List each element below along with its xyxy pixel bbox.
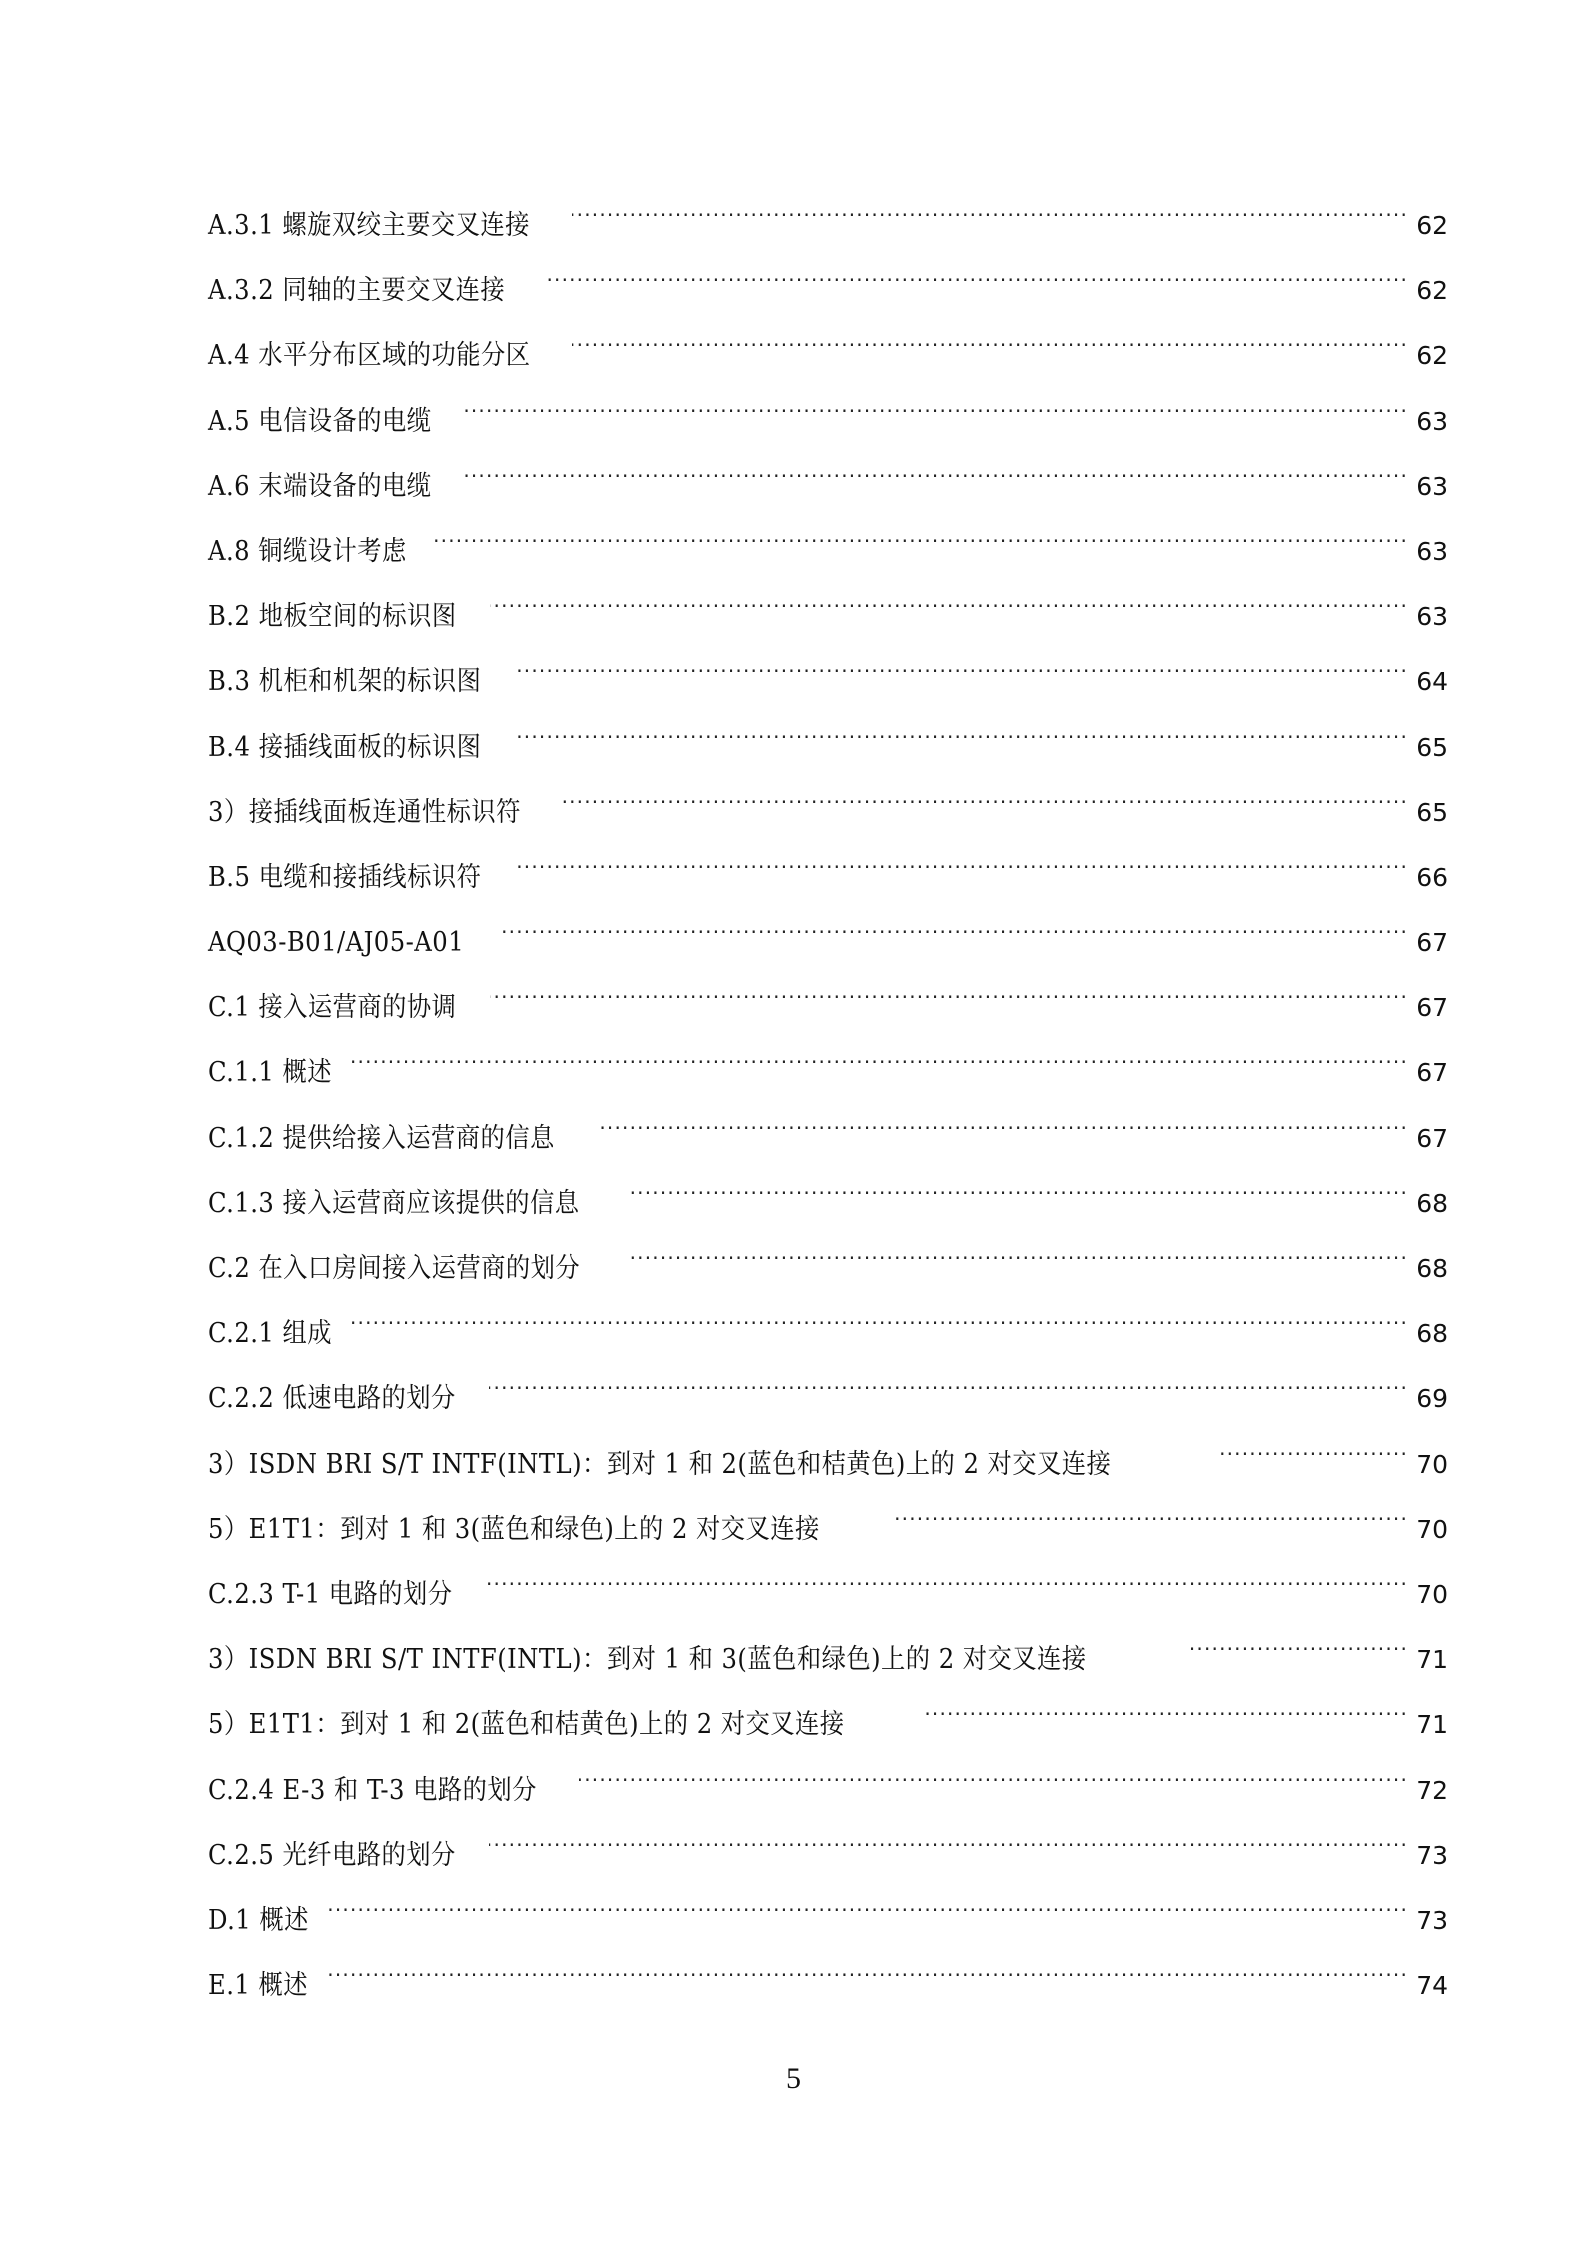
toc-entry[interactable]	[208, 1311, 1448, 1376]
toc-entry-page: 68	[1416, 1319, 1448, 1349]
toc-entry-label: 5）E1T1：到对 1 和 3(蓝色和绿色)上的 2 对交叉连接	[208, 1513, 820, 1545]
toc-entry-page: 74	[1416, 1971, 1448, 2001]
dot-leader	[599, 1117, 1408, 1147]
toc-entry-page: 70	[1416, 1579, 1448, 1609]
toc-entry[interactable]	[208, 1376, 1448, 1441]
toc-entry[interactable]	[208, 464, 1448, 529]
dot-leader	[490, 595, 1408, 625]
toc-entry-page: 73	[1416, 1905, 1448, 1935]
dot-leader	[352, 1312, 1408, 1342]
dot-leader	[518, 660, 1408, 690]
toc-entry-label: B.2 地板空间的标识图	[208, 601, 457, 633]
toc-entry-label: B.4 接插线面板的标识图	[208, 731, 482, 763]
toc-entry-label: 3）接插线面板连通性标识符	[208, 796, 521, 828]
toc-entry-page: 64	[1416, 667, 1448, 697]
toc-entry-label: C.1 接入运营商的协调	[208, 992, 457, 1024]
toc-entry[interactable]	[208, 725, 1448, 790]
toc-entry[interactable]	[208, 985, 1448, 1050]
table-of-contents	[208, 203, 1448, 2028]
page-number: 5	[786, 2062, 801, 2095]
toc-entry[interactable]	[208, 920, 1448, 985]
toc-entry[interactable]	[208, 659, 1448, 724]
dot-leader	[326, 1899, 1408, 1929]
toc-entry-label: C.1.1 概述	[208, 1057, 333, 1089]
dot-leader	[572, 204, 1408, 234]
toc-entry[interactable]	[208, 1768, 1448, 1833]
toc-entry[interactable]	[208, 790, 1448, 855]
toc-entry-label: C.2.5 光纤电路的划分	[208, 1839, 456, 1871]
toc-entry-page: 63	[1416, 471, 1448, 501]
toc-entry[interactable]	[208, 1442, 1448, 1507]
toc-entry-page: 63	[1416, 536, 1448, 566]
toc-entry-page: 70	[1416, 1514, 1448, 1544]
toc-entry-page: 62	[1416, 341, 1448, 371]
toc-entry-label: C.1.2 提供给接入运营商的信息	[208, 1122, 555, 1154]
toc-entry-label: A.6 末端设备的电缆	[208, 470, 432, 502]
toc-entry[interactable]	[208, 1572, 1448, 1637]
toc-entry-label: 3）ISDN BRI S/T INTF(INTL)：到对 1 和 3(蓝色和绿色)上的 2 对交叉连接	[208, 1644, 1087, 1676]
dot-leader	[894, 1508, 1408, 1538]
toc-entry-page: 67	[1416, 993, 1448, 1023]
toc-entry-label: A.3.2 同轴的主要交叉连接	[208, 275, 506, 307]
toc-entry-page: 67	[1416, 928, 1448, 958]
toc-entry[interactable]	[208, 1637, 1448, 1702]
toc-entry-page: 66	[1416, 862, 1448, 892]
toc-entry-label: 5）E1T1：到对 1 和 2(蓝色和桔黄色)上的 2 对交叉连接	[208, 1709, 845, 1741]
toc-entry[interactable]	[208, 1116, 1448, 1181]
dot-leader	[462, 465, 1408, 495]
toc-entry-label: C.2.1 组成	[208, 1318, 333, 1350]
dot-leader	[579, 1769, 1408, 1799]
dot-leader	[352, 1051, 1408, 1081]
toc-entry-label: C.2 在入口房间接入运营商的划分	[208, 1253, 581, 1284]
dot-leader	[489, 1834, 1408, 1864]
dot-leader	[499, 921, 1408, 951]
toc-entry-page: 72	[1416, 1775, 1448, 1805]
toc-entry[interactable]	[208, 1050, 1448, 1115]
dot-leader	[544, 269, 1408, 299]
toc-entry[interactable]	[208, 1898, 1448, 1963]
toc-entry[interactable]	[208, 855, 1448, 920]
toc-entry[interactable]	[208, 1246, 1448, 1311]
toc-entry-label: A.5 电信设备的电缆	[208, 405, 432, 437]
toc-entry-label: AQ03-B01/AJ05-A01	[208, 927, 465, 959]
dot-leader	[486, 1573, 1408, 1603]
toc-entry-page: 65	[1416, 732, 1448, 762]
toc-entry-label: 3）ISDN BRI S/T INTF(INTL)：到对 1 和 2(蓝色和桔黄色)上的 2 对交叉连接	[208, 1448, 1112, 1480]
toc-entry-label: C.2.3 T-1 电路的划分	[208, 1578, 453, 1610]
dot-leader	[572, 334, 1408, 364]
toc-entry-page: 63	[1416, 602, 1448, 632]
dot-leader	[1190, 1638, 1408, 1668]
toc-entry-label: E.1 概述	[208, 1970, 308, 2002]
toc-entry-label: C.1.3 接入运营商应该提供的信息	[208, 1187, 580, 1219]
toc-entry-page: 67	[1416, 1058, 1448, 1088]
toc-entry-label: C.2.4 E-3 和 T-3 电路的划分	[208, 1774, 537, 1806]
toc-entry[interactable]	[208, 1507, 1448, 1572]
toc-entry-page: 67	[1416, 1123, 1448, 1153]
toc-entry-page: 62	[1416, 211, 1448, 240]
toc-entry-page: 63	[1416, 406, 1448, 436]
dot-leader	[921, 1703, 1408, 1733]
toc-entry-label: A.8 铜缆设计考虑	[208, 535, 407, 567]
toc-entry-page: 70	[1416, 1449, 1448, 1479]
toc-entry[interactable]	[208, 594, 1448, 659]
toc-entry-label: B.5 电缆和接插线标识符	[208, 861, 482, 893]
toc-entry-label: C.2.2 低速电路的划分	[208, 1383, 456, 1415]
toc-entry[interactable]	[208, 1833, 1448, 1898]
toc-entry-page: 69	[1416, 1384, 1448, 1414]
dot-leader	[490, 986, 1408, 1016]
dot-leader	[489, 1377, 1408, 1407]
toc-entry-page: 71	[1416, 1710, 1448, 1740]
toc-entry-page: 62	[1416, 276, 1448, 306]
toc-entry-label: A.4 水平分布区域的功能分区	[208, 340, 531, 372]
dot-leader	[518, 726, 1408, 756]
toc-entry[interactable]	[208, 333, 1448, 398]
toc-entry[interactable]	[208, 399, 1448, 464]
toc-entry[interactable]	[208, 268, 1448, 333]
toc-entry-label: D.1 概述	[208, 1904, 309, 1936]
dot-leader	[1218, 1443, 1408, 1473]
dot-leader	[325, 1964, 1408, 1994]
dot-leader	[462, 400, 1408, 430]
toc-entry-page: 68	[1416, 1254, 1448, 1283]
toc-entry[interactable]	[208, 1963, 1448, 2028]
toc-entry-label: B.3 机柜和机架的标识图	[208, 666, 482, 698]
toc-entry[interactable]	[208, 1702, 1448, 1767]
dot-leader	[518, 856, 1408, 886]
toc-entry-page: 73	[1416, 1840, 1448, 1870]
dot-leader	[562, 791, 1408, 821]
toc-entry-page: 71	[1416, 1645, 1448, 1675]
toc-entry-label: A.3.1 螺旋双绞主要交叉连接	[208, 210, 530, 241]
toc-entry-page: 68	[1416, 1188, 1448, 1218]
dot-leader	[435, 530, 1408, 560]
dot-leader	[628, 1247, 1408, 1277]
dot-leader	[627, 1182, 1408, 1212]
toc-entry[interactable]	[208, 529, 1448, 594]
toc-entry[interactable]	[208, 203, 1448, 268]
toc-entry-page: 65	[1416, 797, 1448, 827]
toc-entry[interactable]	[208, 1181, 1448, 1246]
